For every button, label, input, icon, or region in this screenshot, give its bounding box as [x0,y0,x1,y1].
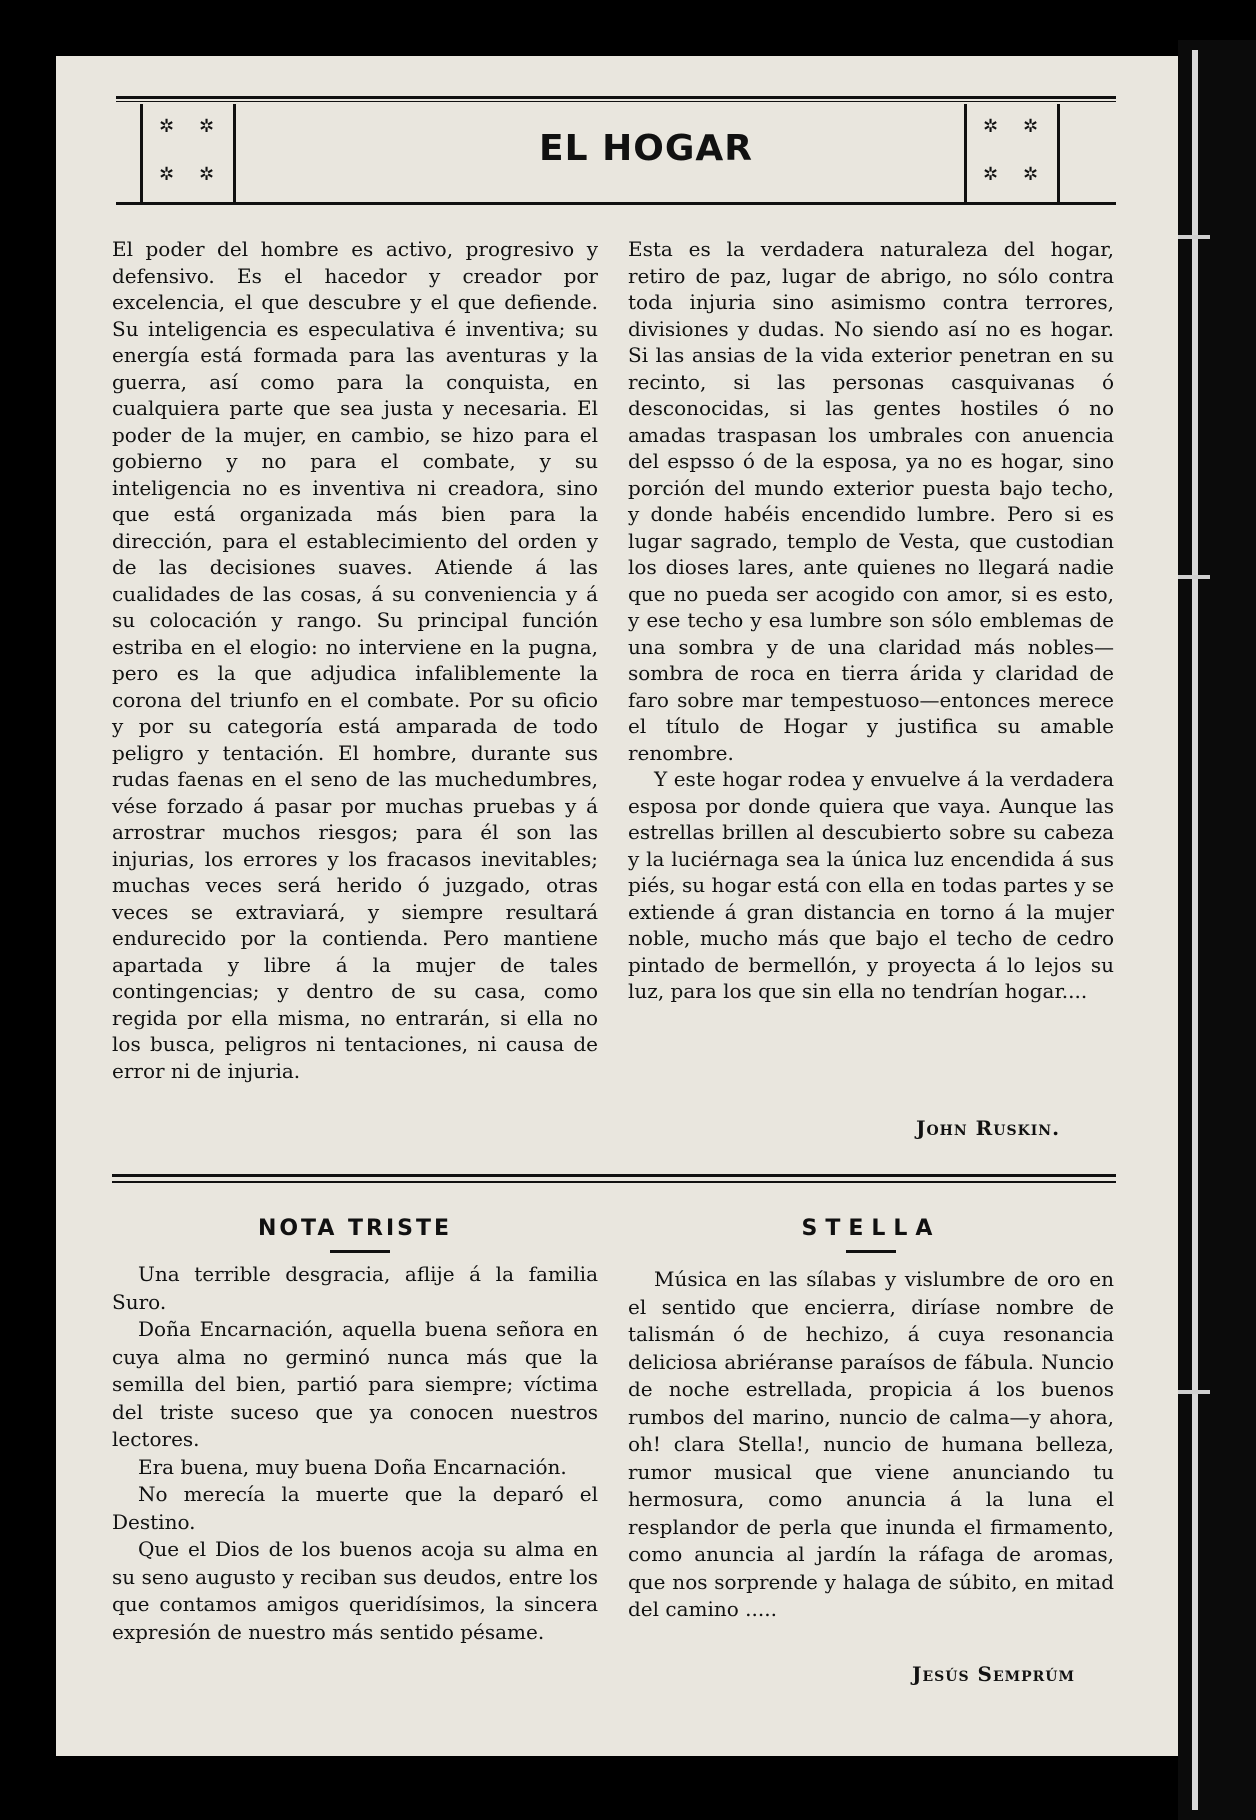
star-icon: ✲ [159,164,175,185]
star-icon: ✲ [199,116,215,137]
article-signature: John Ruskin. [916,1116,1061,1140]
nota-triste-title: NOTA TRISTE [257,1216,453,1241]
article-paragraph: Y este hogar rodea y envuelve á la verdadera esposa por donde quiera que vaya. Aunque las estrellas brillen al descubierto sobre su cabeza y la luciérnaga sea la única luz encendida á sus piés, su hogar está con ella en todas partes y se extiende á gran distancia en torno á la mujer noble, mucho más que bajo el techo de cedro pintado de bermellón, y proyecta á lo lejos su luz, para los que sin ella no tendrían hogar.... [628,767,1114,1003]
stella-body [628,1266,1114,1624]
nota-triste-paragraph: Doña Encarnación, aquella buena señora en cuya alma no germinó nunca más que la semilla del bien, partió para siempre; víctima del triste suceso que ya conocen nuestros lectores. [112,1317,598,1451]
star-icon: ✲ [1023,164,1039,185]
star-icon: ✲ [1023,116,1039,137]
title-underline [330,1250,390,1253]
header-top-rule [116,96,1116,99]
stella-paragraph: Música en las sílabas y vislumbre de oro en el sentido que encierra, diríase nombre de talismán ó de hechizo, á cuya resonancia deliciosa abriéranse paraísos de fábula. Nuncio de noche estrellada, propicia á los buenos rumbos del marino, nuncio de calma—y ahora, oh! clara Stella!, nuncio de humana belleza, rumor musical que viene anunciando tu hermosura, como anuncia á la luna el resplandor de perla que inunda el firmamento, como anuncia al jardín la ráfaga de aromas, que nos sorprende y halaga de súbito, en mitad del camino ..... [628,1267,1114,1621]
star-icon: ✲ [983,116,999,137]
title-underline [846,1250,896,1253]
header-star-box-left [140,104,236,204]
masthead-title: EL HOGAR [539,128,753,169]
nota-triste-paragraph: No merecía la muerte que la deparó el Destino. [112,1482,598,1534]
section-divider [112,1174,1116,1177]
nota-triste-paragraph: Era buena, muy buena Doña Encarnación. [138,1454,567,1479]
star-icon: ✲ [159,116,175,137]
stella-title: STELLA [801,1216,941,1241]
stella-signature: Jesús Semprúm [912,1662,1076,1686]
binding-spine [1192,50,1198,1810]
article-right-column [628,236,1114,1005]
section-divider-thin [112,1181,1116,1183]
newspaper-page [56,56,1178,1756]
nota-triste-paragraph: Que el Dios de los buenos acoja su alma en su seno augusto y reciban sus deudos, entre los que contamos amigos queridísimos, la sincera expresión de nuestro más sentido pésame. [112,1537,598,1644]
article-paragraph: Esta es la verdadera naturaleza del hogar, retiro de paz, lugar de abrigo, no sólo contra toda injuria sino asimismo contra terrores, divisiones y dudas. No siendo así no es hogar. Si las ansias de la vida exterior penetran en su recinto, si las personas casquivanas ó desconocidas, si las gentes hostiles ó no amadas traspasan los umbrales con anuencia del espsso ó de la esposa, ya no es hogar, sino porción del mundo exterior puesta bajo techo, y donde habéis encendido lumbre. Pero si es lugar sagrado, templo de Vesta, que custodian los dioses lares, ante quienes no llegará nadie que no pueda ser acogido con amor, si es esto, y ese techo y esa lumbre son sólo emblemas de una sombra y de una claridad más nobles—sombra de roca en tierra árida y claridad de faro sobre mar tempestuoso—entonces merece el título de Hogar y justifica su amable renombre. [628,237,1114,765]
star-icon: ✲ [199,164,215,185]
binding-strip [1178,40,1256,1820]
nota-triste-body [112,1261,598,1646]
article-left-column [112,236,598,1084]
header-star-box-right [964,104,1060,204]
star-icon: ✲ [983,164,999,185]
header-top-rule-thin [116,101,1116,102]
article-paragraph: El poder del hombre es activo, progresivo y defensivo. Es el hacedor y creador por excelencia, el que descubre y el que defiende. Su inteligencia es especulativa é inventiva; su energía está formada para las aventuras y la guerra, así como para la conquista, en cualquiera parte que sea justa y necesaria. El poder de la mujer, en cambio, se hizo para el gobierno y no para el combate, y su inteligencia no es inventiva ni creadora, sino que está organizada más bien para la dirección, para el establecimiento del orden y de las decisiones suaves. Atiende á las cualidades de las cosas, á su conveniencia y á su colocación y rango. Su principal función estriba en el elogio: no interviene en la pugna, pero es la que adjudica infaliblemente la corona del triunfo en el combate. Por su oficio y por su categoría está amparada de todo peligro y tentación. El hombre, durante sus rudas faenas en el seno de las muchedumbres, vése forzado á pasar por muchas pruebas y á arrostrar muchos riesgos; para él son las injurias, los errores y los fracasos inevitables; muchas veces será herido ó juzgado, otras veces se extraviará, y siempre resultará endurecido por la contienda. Pero mantiene apartada y libre á la mujer de tales contingencias; y dentro de su casa, como regida por ella misma, no entrarán, si ella no los busca, peligros ni tentaciones, ni causa de error ni de injuria. [112,237,598,1083]
nota-triste-paragraph: Una terrible desgracia, aflije á la familia Suro. [112,1262,598,1314]
